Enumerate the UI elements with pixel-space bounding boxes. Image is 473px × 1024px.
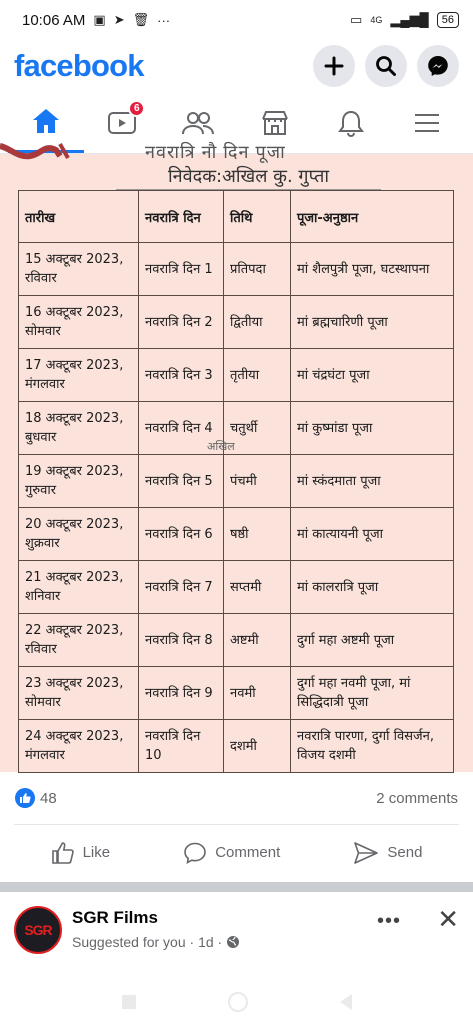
cell-date: 21 अक्टूबर 2023, शनिवार bbox=[19, 561, 139, 614]
cell-day: नवरात्रि दिन 4 bbox=[139, 402, 224, 455]
cell-puja: मां कुष्मांडा पूजा bbox=[291, 402, 454, 455]
table-row bbox=[19, 614, 454, 667]
cell-tithi: षष्ठी bbox=[224, 508, 291, 561]
messenger-icon bbox=[426, 54, 450, 78]
tab-menu[interactable] bbox=[389, 92, 465, 153]
send-label: Send bbox=[387, 844, 423, 861]
thumbs-up-icon bbox=[51, 841, 75, 865]
volte-icon: ▭ bbox=[350, 12, 363, 27]
suggested-post-header bbox=[0, 892, 473, 968]
like-count-group[interactable] bbox=[15, 788, 57, 808]
header-buttons bbox=[313, 45, 459, 87]
status-left bbox=[22, 12, 170, 29]
cell-day: नवरात्रि दिन 6 bbox=[139, 508, 224, 561]
table-row bbox=[19, 402, 454, 455]
cell-tithi: चतुर्थी bbox=[224, 402, 291, 455]
comment-button[interactable] bbox=[183, 841, 280, 865]
status-right bbox=[350, 12, 459, 28]
cell-tithi: पंचमी bbox=[224, 455, 291, 508]
decorative-border-art bbox=[0, 142, 70, 164]
cell-date: 17 अक्टूबर 2023, मंगलवार bbox=[19, 349, 139, 402]
poster-heading-partial: नवरात्रि नौ दिन पूजा bbox=[145, 142, 286, 162]
cell-puja: मां चंद्रघंटा पूजा bbox=[291, 349, 454, 402]
create-button[interactable] bbox=[313, 45, 355, 87]
like-label: Like bbox=[82, 844, 111, 861]
post-image[interactable] bbox=[0, 142, 473, 772]
cell-day: नवरात्रि दिन 10 bbox=[139, 720, 224, 773]
tab-notifications[interactable] bbox=[313, 92, 389, 153]
system-nav-bar bbox=[0, 980, 473, 1024]
cell-date: 23 अक्टूबर 2023, सोमवार bbox=[19, 667, 139, 720]
navratri-schedule-table bbox=[18, 190, 454, 773]
cell-tithi: अष्टमी bbox=[224, 614, 291, 667]
cell-puja: मां कात्यायनी पूजा bbox=[291, 508, 454, 561]
like-reaction-icon bbox=[15, 788, 35, 808]
cell-tithi: तृतीया bbox=[224, 349, 291, 402]
trash-notification-icon: 🗑 bbox=[132, 12, 150, 27]
like-count: 48 bbox=[40, 789, 57, 807]
back-nav-icon[interactable] bbox=[340, 994, 352, 1010]
signal-icon: ▂▄▆█ bbox=[390, 12, 429, 27]
status-bar bbox=[0, 0, 473, 40]
globe-icon bbox=[226, 935, 240, 949]
gallery-notification-icon: ▣ bbox=[93, 12, 106, 27]
table-row bbox=[19, 349, 454, 402]
recent-apps-icon[interactable] bbox=[122, 995, 136, 1009]
hamburger-menu-icon bbox=[413, 111, 441, 135]
cell-puja: दुर्गा महा नवमी पूजा, मां सिद्धिदात्री पूजा bbox=[291, 667, 454, 720]
suggested-post-meta bbox=[72, 906, 240, 950]
send-button[interactable] bbox=[353, 841, 422, 865]
cell-tithi: द्वितीया bbox=[224, 296, 291, 349]
cell-day: नवरात्रि दिन 3 bbox=[139, 349, 224, 402]
plus-icon bbox=[323, 55, 345, 77]
suggested-label: Suggested for you · 1d · bbox=[72, 934, 223, 950]
cell-date: 19 अक्टूबर 2023, गुरुवार bbox=[19, 455, 139, 508]
cell-day: नवरात्रि दिन 9 bbox=[139, 667, 224, 720]
cell-puja: दुर्गा महा अष्टमी पूजा bbox=[291, 614, 454, 667]
app-header bbox=[0, 40, 473, 92]
facebook-logo[interactable]: facebook bbox=[14, 48, 144, 83]
table-row bbox=[19, 296, 454, 349]
suggested-subtitle bbox=[72, 934, 240, 950]
table-row bbox=[19, 667, 454, 720]
battery-icon: 56 bbox=[437, 12, 459, 28]
video-badge: 6 bbox=[128, 100, 145, 117]
send-icon bbox=[353, 841, 379, 865]
cell-date: 22 अक्टूबर 2023, रविवार bbox=[19, 614, 139, 667]
table-row bbox=[19, 508, 454, 561]
telegram-icon: ➤ bbox=[113, 12, 125, 27]
avatar[interactable]: SGR bbox=[14, 906, 62, 954]
more-notifications-icon: ··· bbox=[157, 12, 171, 28]
table-row bbox=[19, 720, 454, 773]
friends-icon bbox=[181, 110, 215, 136]
cell-tithi: दशमी bbox=[224, 720, 291, 773]
marketplace-icon bbox=[260, 109, 290, 137]
cell-tithi: नवमी bbox=[224, 667, 291, 720]
cell-day: नवरात्रि दिन 8 bbox=[139, 614, 224, 667]
poster-watermark: अखिल bbox=[207, 440, 235, 453]
cell-day: नवरात्रि दिन 5 bbox=[139, 455, 224, 508]
cell-day: नवरात्रि दिन 7 bbox=[139, 561, 224, 614]
table-row bbox=[19, 561, 454, 614]
cell-date: 18 अक्टूबर 2023, बुधवार bbox=[19, 402, 139, 455]
more-options-icon[interactable]: ••• bbox=[376, 910, 401, 932]
like-button[interactable] bbox=[51, 841, 111, 865]
cell-puja: मां स्कंदमाता पूजा bbox=[291, 455, 454, 508]
reactions-summary bbox=[0, 772, 473, 824]
cell-date: 15 अक्टूबर 2023, रविवार bbox=[19, 243, 139, 296]
search-button[interactable] bbox=[365, 45, 407, 87]
cell-tithi: प्रतिपदा bbox=[224, 243, 291, 296]
cell-date: 20 अक्टूबर 2023, शुक्रवार bbox=[19, 508, 139, 561]
cell-puja: मां ब्रह्मचारिणी पूजा bbox=[291, 296, 454, 349]
comment-count-link[interactable]: 2 comments bbox=[376, 789, 458, 807]
status-time: 10:06 AM bbox=[22, 11, 86, 29]
header-day: नवरात्रि दिन bbox=[139, 191, 224, 243]
cell-puja: नवरात्रि पारणा, दुर्गा विसर्जन, विजय दशमी bbox=[291, 720, 454, 773]
cell-date: 24 अक्टूबर 2023, मंगलवार bbox=[19, 720, 139, 773]
network-label: 4G bbox=[370, 15, 383, 25]
cell-puja: मां शैलपुत्री पूजा, घटस्थापना bbox=[291, 243, 454, 296]
header-date: तारीख bbox=[19, 191, 139, 243]
home-nav-icon[interactable] bbox=[228, 992, 248, 1012]
post-action-bar bbox=[14, 824, 459, 880]
messenger-button[interactable] bbox=[417, 45, 459, 87]
comment-bubble-icon bbox=[183, 841, 207, 865]
search-icon bbox=[375, 55, 397, 77]
cell-puja: मां कालरात्रि पूजा bbox=[291, 561, 454, 614]
cell-date: 16 अक्टूबर 2023, सोमवार bbox=[19, 296, 139, 349]
bell-icon bbox=[337, 109, 365, 137]
table-row bbox=[19, 243, 454, 296]
cell-day: नवरात्रि दिन 1 bbox=[139, 243, 224, 296]
table-row bbox=[19, 455, 454, 508]
poster-presenter: निवेदक:अखिल कु. गुप्ता bbox=[168, 166, 330, 187]
page-name-link[interactable]: SGR Films bbox=[72, 908, 158, 927]
header-tithi: तिथि bbox=[224, 191, 291, 243]
home-icon bbox=[31, 107, 61, 135]
cell-tithi: सप्तमी bbox=[224, 561, 291, 614]
comment-label: Comment bbox=[215, 844, 281, 861]
table-header-row bbox=[19, 191, 454, 243]
cell-day: नवरात्रि दिन 2 bbox=[139, 296, 224, 349]
header-puja: पूजा-अनुष्ठान bbox=[291, 191, 454, 243]
feed-separator bbox=[0, 882, 473, 892]
close-icon[interactable]: ✕ bbox=[437, 904, 459, 934]
